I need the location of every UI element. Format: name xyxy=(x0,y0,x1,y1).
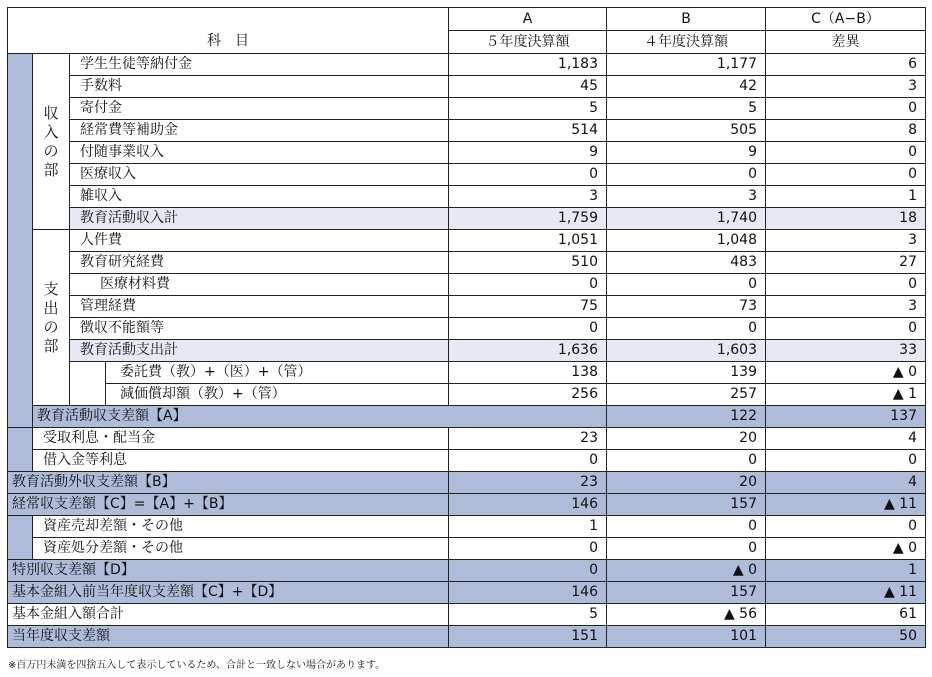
table-row: 減価償却額（教）+（管） 256 257 ▲ 1 xyxy=(8,384,926,406)
non-edu-balance-row: 教育活動外収支差額【B】 23 20 4 xyxy=(8,472,926,494)
table-row: 雑収入 3 3 1 xyxy=(8,186,926,208)
table-row: 付随事業収入 9 9 0 xyxy=(8,142,926,164)
table-row: 資産処分差額・その他 0 0 ▲ 0 xyxy=(8,538,926,560)
expense-sub-indent xyxy=(70,362,106,406)
table-row: 医療材料費 0 0 0 xyxy=(8,274,926,296)
header-col-c: 差異 xyxy=(766,31,926,54)
financial-statement-table-lower xyxy=(7,427,926,648)
year-balance-row: 当年度収支差額 151 101 50 xyxy=(8,626,926,648)
income-total-row: 教育活動収入計 1,759 1,740 18 xyxy=(8,208,926,230)
table-row: 資産売却差額・その他 1 0 0 xyxy=(8,516,926,538)
header-col-b: ４年度決算額 xyxy=(607,31,766,54)
header-col-c-letter: C（A−B） xyxy=(766,8,926,31)
ordinary-balance-row: 経常収支差額【C】=【A】+【B】 146 157 ▲ 11 xyxy=(8,494,926,516)
expense-total-row: 教育活動支出計 1,636 1,603 33 xyxy=(8,340,926,362)
basic-total-row: 基本金組入額合計 5 ▲ 56 61 xyxy=(8,604,926,626)
header-col-b-letter: B xyxy=(607,8,766,31)
financial-statement-table xyxy=(7,7,926,428)
footnote: ※百万円未満を四捨五入して表示しているため、合計と一致しない場合があります。 xyxy=(8,660,386,671)
table-row: 医療収入 0 0 0 xyxy=(8,164,926,186)
table-row: 支出の部 人件費 1,051 1,048 3 xyxy=(8,230,926,252)
table-row: 経常費等補助金 514 505 8 xyxy=(8,120,926,142)
table-row: 徴収不能額等 0 0 0 xyxy=(8,318,926,340)
table-row: 収入の部 学生生徒等納付金 1,183 1,177 6 xyxy=(8,54,926,76)
pre-basic-balance-row: 基本金組入前当年度収支差額【C】+【D】 146 157 ▲ 11 xyxy=(8,582,926,604)
table-row: 管理経費 75 73 3 xyxy=(8,296,926,318)
header-col-a-letter: A xyxy=(449,8,607,31)
special-balance-row: 特別収支差額【D】 0 ▲ 0 1 xyxy=(8,560,926,582)
table-row: 委託費（教）+（医）+（管） 138 139 ▲ 0 xyxy=(8,362,926,384)
header-row-letters xyxy=(8,8,926,31)
edu-balance-row: 教育活動収支差額【A】 122 137 xyxy=(8,406,926,428)
header-subject: 科 目 xyxy=(8,31,449,54)
expense-group-label: 支出の部 xyxy=(33,230,70,406)
income-group-label: 収入の部 xyxy=(33,54,70,230)
section-bar-edu xyxy=(8,54,33,428)
table-row: 受取利息・配当金 23 20 4 xyxy=(8,428,926,450)
table-row: 手数料 45 42 3 xyxy=(8,76,926,98)
header-blank xyxy=(8,8,449,31)
header-col-a: ５年度決算額 xyxy=(449,31,607,54)
table-row: 教育研究経費 510 483 27 xyxy=(8,252,926,274)
table-row: 借入金等利息 0 0 0 xyxy=(8,450,926,472)
header-row-titles xyxy=(8,31,926,54)
table-row: 寄付金 5 5 0 xyxy=(8,98,926,120)
